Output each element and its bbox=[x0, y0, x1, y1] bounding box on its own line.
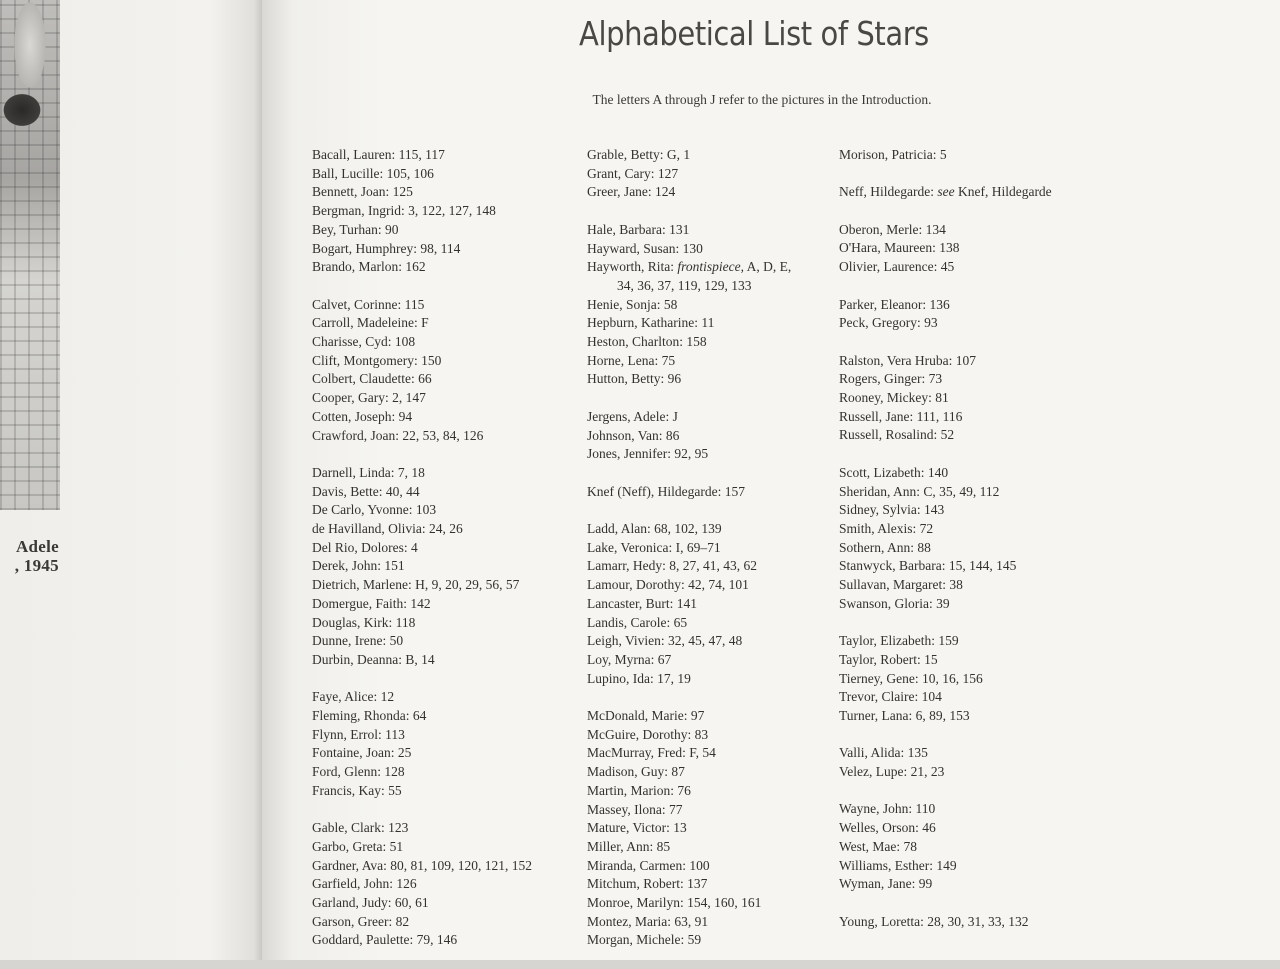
index-group bbox=[587, 408, 837, 464]
index-entry: Garson, Greer: 82 bbox=[312, 913, 410, 929]
index-entry: Montez, Maria: 63, 91 bbox=[587, 913, 709, 929]
caption-line: Adele bbox=[15, 537, 59, 556]
index-entry: Ford, Glenn: 128 bbox=[312, 764, 405, 780]
index-entry: Durbin, Deanna: B, 14 bbox=[312, 651, 435, 667]
index-entry: Russell, Rosalind: 52 bbox=[839, 427, 955, 443]
index-entry: Derek, John: 151 bbox=[312, 558, 405, 574]
index-entry: Parker, Eleanor: 136 bbox=[839, 296, 950, 312]
index-entry: Martin, Marion: 76 bbox=[587, 782, 691, 798]
index-entry: Loy, Myrna: 67 bbox=[587, 651, 672, 667]
index-entry: Massey, Ilona: 77 bbox=[587, 801, 683, 817]
index-entry: McDonald, Marie: 97 bbox=[587, 708, 705, 724]
index-entry: Carroll, Madeleine: F bbox=[312, 315, 429, 331]
index-entry: Mitchum, Robert: 137 bbox=[587, 876, 708, 892]
index-entry: Lamarr, Hedy: 8, 27, 41, 43, 62 bbox=[587, 558, 758, 574]
index-entry: Grant, Cary: 127 bbox=[587, 165, 679, 181]
index-entry: Knef (Neff), Hildegarde: 157 bbox=[587, 483, 745, 499]
index-entry: Hayward, Susan: 130 bbox=[587, 240, 703, 256]
index-entry: Fleming, Rhonda: 64 bbox=[312, 708, 427, 724]
index-entry: Greer, Jane: 124 bbox=[587, 184, 676, 200]
index-entry: Horne, Lena: 75 bbox=[587, 352, 676, 368]
index-group bbox=[587, 483, 837, 502]
index-entry: McGuire, Dorothy: 83 bbox=[587, 726, 709, 742]
index-group bbox=[839, 632, 1099, 726]
index-entry: Miller, Ann: 85 bbox=[587, 838, 671, 854]
index-entry: Landis, Carole: 65 bbox=[587, 614, 688, 630]
index-entry: Flynn, Errol: 113 bbox=[312, 726, 405, 742]
left-page bbox=[0, 0, 262, 960]
index-group bbox=[312, 464, 582, 670]
index-entry: Turner, Lana: 6, 89, 153 bbox=[839, 708, 970, 723]
index-entry: Calvet, Corinne: 115 bbox=[312, 296, 425, 312]
index-entry: Peck, Gregory: 93 bbox=[839, 315, 938, 331]
index-entry: Jones, Jennifer: 92, 95 bbox=[587, 446, 709, 462]
index-entry: Madison, Guy: 87 bbox=[587, 764, 685, 780]
index-group bbox=[839, 183, 1099, 202]
index-column-1 bbox=[312, 146, 582, 969]
index-entry: Mature, Victor: 13 bbox=[587, 820, 687, 836]
index-group bbox=[312, 688, 582, 800]
index-entry: Garland, Judy: 60, 61 bbox=[312, 895, 429, 911]
index-entry: Bey, Turhan: 90 bbox=[312, 221, 399, 237]
index-entry: Sothern, Ann: 88 bbox=[839, 539, 931, 555]
index-entry: Lupino, Ida: 17, 19 bbox=[587, 670, 691, 686]
index-entry: Trevor, Claire: 104 bbox=[839, 689, 942, 705]
index-column-3 bbox=[839, 146, 1099, 950]
index-entry: Taylor, Elizabeth: 159 bbox=[839, 633, 959, 649]
index-entry: Neff, Hildegarde: see Knef, Hildegarde bbox=[839, 184, 1052, 200]
index-entry: Goddard, Paulette: 79, 146 bbox=[312, 932, 458, 948]
index-entry: Stanwyck, Barbara: 15, 144, 145 bbox=[839, 558, 1017, 574]
index-entry: O'Hara, Maureen: 138 bbox=[839, 240, 960, 256]
index-entry: Dietrich, Marlene: H, 9, 20, 29, 56, 57 bbox=[312, 577, 520, 593]
index-entry: Hale, Barbara: 131 bbox=[587, 221, 690, 237]
index-entry: Grable, Betty: G, 1 bbox=[587, 147, 691, 162]
index-group bbox=[312, 296, 582, 446]
index-group bbox=[839, 146, 1099, 165]
index-entry: De Carlo, Yvonne: 103 bbox=[312, 502, 437, 518]
index-entry: Smith, Alexis: 72 bbox=[839, 520, 934, 536]
index-entry: Gardner, Ava: 80, 81, 109, 120, 121, 152 bbox=[312, 857, 533, 873]
index-entry: Douglas, Kirk: 118 bbox=[312, 614, 416, 630]
index-entry: Dunne, Irene: 50 bbox=[312, 633, 404, 649]
index-entry: Swanson, Gloria: 39 bbox=[839, 595, 950, 611]
index-entry: Sheridan, Ann: C, 35, 49, 112 bbox=[839, 483, 1000, 499]
index-entry: Bennett, Joan: 125 bbox=[312, 184, 413, 200]
index-entry: Young, Loretta: 28, 30, 31, 33, 132 bbox=[839, 913, 1029, 929]
index-entry: Charisse, Cyd: 108 bbox=[312, 334, 416, 350]
index-entry: Miranda, Carmen: 100 bbox=[587, 857, 710, 873]
index-entry: Ball, Lucille: 105, 106 bbox=[312, 165, 434, 181]
index-entry: Gable, Clark: 123 bbox=[312, 820, 409, 836]
index-entry: Leigh, Vivien: 32, 45, 47, 48 bbox=[587, 633, 743, 649]
index-entry: Ralston, Vera Hruba: 107 bbox=[839, 352, 976, 368]
index-entry: Bogart, Humphrey: 98, 114 bbox=[312, 240, 461, 256]
index-entry: Oberon, Merle: 134 bbox=[839, 221, 946, 237]
index-entry: Monroe, Marilyn: 154, 160, 161 bbox=[587, 895, 762, 911]
index-entry: Clift, Montgomery: 150 bbox=[312, 352, 442, 368]
index-group bbox=[312, 146, 582, 277]
index-entry: Sullavan, Margaret: 38 bbox=[839, 577, 963, 593]
index-entry: Valli, Alida: 135 bbox=[839, 745, 928, 761]
index-entry: Hepburn, Katharine: 11 bbox=[587, 315, 715, 331]
index-entry: Faye, Alice: 12 bbox=[312, 689, 395, 705]
index-entry: Bergman, Ingrid: 3, 122, 127, 148 bbox=[312, 203, 496, 219]
index-entry: Lamour, Dorothy: 42, 74, 101 bbox=[587, 577, 749, 593]
index-group bbox=[839, 464, 1099, 614]
index-entry: Davis, Bette: 40, 44 bbox=[312, 483, 420, 499]
index-entry: Johnson, Van: 86 bbox=[587, 427, 680, 443]
index-group bbox=[312, 819, 582, 950]
index-entry: MacMurray, Fred: F, 54 bbox=[587, 745, 716, 761]
index-entry: Williams, Esther: 149 bbox=[839, 857, 957, 873]
index-group bbox=[839, 800, 1099, 894]
index-entry: Hutton, Betty: 96 bbox=[587, 371, 682, 387]
index-entry: Wayne, John: 110 bbox=[839, 801, 936, 817]
index-group bbox=[839, 221, 1099, 277]
index-entry: Brando, Marlon: 162 bbox=[312, 259, 426, 275]
index-entry: Darnell, Linda: 7, 18 bbox=[312, 464, 425, 480]
index-entry: Sidney, Sylvia: 143 bbox=[839, 502, 945, 518]
index-entry: Wyman, Jane: 99 bbox=[839, 876, 933, 892]
index-entry: Hayworth, Rita: frontispiece, A, D, E, bbox=[587, 259, 792, 275]
page-subtitle: The letters A through J refer to the pictures in the Introduction. bbox=[592, 92, 932, 107]
index-entry: Domergue, Faith: 142 bbox=[312, 595, 431, 611]
index-entry: Fontaine, Joan: 25 bbox=[312, 745, 412, 761]
index-entry: Morison, Patricia: 5 bbox=[839, 147, 947, 162]
index-entry: de Havilland, Olivia: 24, 26 bbox=[312, 521, 463, 537]
index-entry: Henie, Sonja: 58 bbox=[587, 296, 678, 312]
index-entry: Velez, Lupe: 21, 23 bbox=[839, 764, 945, 780]
index-entry: Scott, Lizabeth: 140 bbox=[839, 464, 949, 480]
index-entry: Del Rio, Dolores: 4 bbox=[312, 539, 418, 555]
index-entry: Heston, Charlton: 158 bbox=[587, 334, 707, 350]
index-entry: Cooper, Gary: 2, 147 bbox=[312, 390, 426, 406]
photo-fragment bbox=[0, 0, 60, 510]
index-entry: Tierney, Gene: 10, 16, 156 bbox=[839, 670, 983, 686]
photo-caption bbox=[0, 537, 59, 575]
index-entry: Garbo, Greta: 51 bbox=[312, 838, 404, 854]
caption-line: , 1945 bbox=[14, 556, 59, 575]
index-entry: Crawford, Joan: 22, 53, 84, 126 bbox=[312, 427, 484, 443]
index-entry: Ladd, Alan: 68, 102, 139 bbox=[587, 521, 722, 536]
index-group bbox=[587, 707, 837, 950]
index-entry: Garfield, John: 126 bbox=[312, 876, 417, 892]
index-entry: Rooney, Mickey: 81 bbox=[839, 390, 949, 406]
index-entry: Taylor, Robert: 15 bbox=[839, 651, 938, 667]
index-entry: Morgan, Michele: 59 bbox=[587, 932, 702, 948]
index-group bbox=[587, 146, 837, 202]
index-entry: Colbert, Claudette: 66 bbox=[312, 371, 432, 387]
index-entry: Welles, Orson: 46 bbox=[839, 820, 936, 836]
page-title: Alphabetical List of Stars bbox=[579, 14, 929, 53]
index-entry: Bacall, Lauren: 115, 117 bbox=[312, 147, 445, 162]
index-column-2 bbox=[587, 146, 837, 969]
index-entry: Cotten, Joseph: 94 bbox=[312, 408, 413, 424]
index-group bbox=[839, 296, 1099, 333]
index-entry: Olivier, Laurence: 45 bbox=[839, 259, 955, 275]
index-entry: Lake, Veronica: I, 69–71 bbox=[587, 539, 721, 555]
index-group bbox=[839, 352, 1099, 446]
index-entry: West, Mae: 78 bbox=[839, 838, 918, 854]
index-group bbox=[839, 913, 1099, 932]
index-group bbox=[839, 744, 1099, 781]
index-entry: Francis, Kay: 55 bbox=[312, 782, 402, 798]
index-entry: 34, 36, 37, 119, 129, 133 bbox=[617, 277, 752, 293]
right-page bbox=[262, 0, 1280, 960]
index-group bbox=[587, 520, 837, 688]
index-entry: Jergens, Adele: J bbox=[587, 408, 678, 424]
index-entry: Lancaster, Burt: 141 bbox=[587, 595, 698, 611]
index-group bbox=[587, 221, 837, 389]
index-entry: Rogers, Ginger: 73 bbox=[839, 371, 943, 387]
index-entry: Russell, Jane: 111, 116 bbox=[839, 408, 963, 424]
